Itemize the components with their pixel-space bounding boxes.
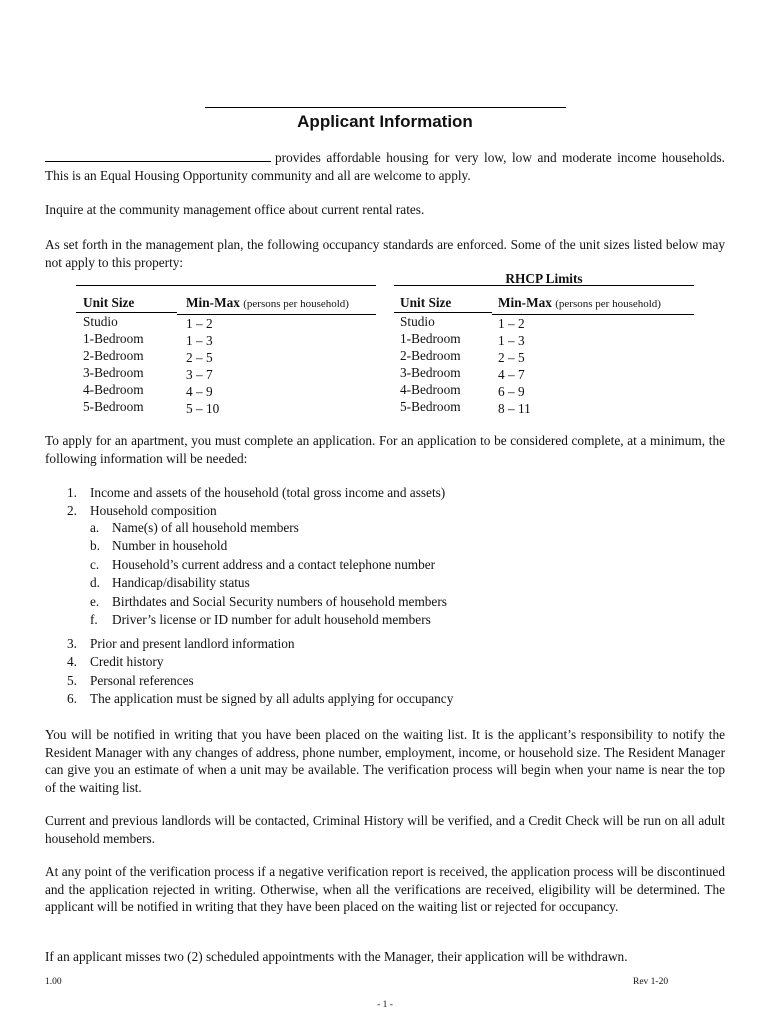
table-cell: 5-Bedroom [83, 399, 144, 415]
requirements-list-part-1 [67, 484, 445, 521]
list-item: e. Birthdates and Social Security numbers of household members [90, 593, 447, 609]
min-max-label: Min-Max [498, 295, 552, 310]
missed-appointments-paragraph: If an applicant misses two (2) scheduled appointments with the Manager, their application will be withdrawn. [45, 949, 628, 964]
min-max-sublabel: (persons per household) [555, 298, 661, 310]
table-cell: Studio [83, 313, 118, 329]
table-cell: Studio [400, 313, 435, 329]
page-number: - 1 - [377, 1000, 393, 1010]
table-cell: 1-Bedroom [83, 330, 144, 346]
table-cell: 3-Bedroom [400, 365, 461, 381]
intro-text: provides affordable housing for very low, low and moderate income households. This is an Equal Housing Opportunity community and all are welcome to apply. [45, 150, 725, 183]
community-name-blank [45, 149, 271, 162]
table-cell: 4 – 7 [498, 367, 525, 383]
table-cell: 1 – 2 [498, 315, 525, 331]
min-max-column [177, 294, 376, 418]
table-cell: 2-Bedroom [83, 347, 144, 363]
form-version: 1.00 [45, 977, 62, 987]
inquire-paragraph: Inquire at the community management office about current rental rates. [45, 202, 425, 217]
table-cell: 1 – 2 [186, 315, 213, 331]
table-cell: 2-Bedroom [400, 347, 461, 363]
unit-size-column [76, 294, 177, 418]
page-title: Applicant Information [297, 112, 473, 131]
table-cell: 1 – 3 [498, 332, 525, 348]
table-cell: 4-Bedroom [400, 382, 461, 398]
rhcp-limits-title: RHCP Limits [505, 271, 583, 286]
min-max-header [177, 294, 376, 315]
list-item: 1. Income and assets of the household (total gross income and assets) [67, 485, 446, 500]
table-cell: 3 – 7 [186, 367, 213, 383]
table-cell: 6 – 9 [498, 384, 525, 400]
list-item: c. Household’s current address and a contact telephone number [90, 556, 436, 572]
list-item: 5. Personal references [67, 672, 194, 688]
min-max-label: Min-Max [186, 295, 240, 310]
list-item: b. Number in household [90, 538, 228, 554]
waiting-list-paragraph: You will be notified in writing that you have been placed on the waiting list. It is the applicant’s responsibility to notify the Resident Manager with any changes of address, phone number, employment, income, or household size. The Resident Manager can give you an estimate of when a unit may be available. The verification process will begin when your name is near the top of the waiting list. [45, 727, 725, 795]
revision-label: Rev 1-20 [633, 977, 669, 987]
verification-paragraph: At any point of the verification process if a negative verification report is received, the application process will be discontinued and the application rejected in writing. Otherwise, when all the verifications are received, eligibility will be determined. The applicant will be notified in writing that they have been placed on the waiting list or rejected for occupancy. [45, 864, 725, 914]
table-top-rule [394, 285, 694, 286]
unit-size-header: Unit Size [394, 294, 492, 313]
table-cell: 4-Bedroom [83, 382, 144, 398]
table-cell: 2 – 5 [186, 349, 213, 365]
table-top-rule [76, 285, 376, 286]
table-cell: 4 – 9 [186, 384, 213, 400]
apply-paragraph: To apply for an apartment, you must complete an application. For an application to be considered complete, at a minimum, the following information will be needed: [45, 433, 725, 466]
table-columns [76, 294, 376, 418]
list-item: a. Name(s) of all household members [90, 520, 299, 535]
table-columns [394, 294, 694, 418]
table-cell: 2 – 5 [498, 349, 525, 365]
unit-size-column [394, 294, 492, 418]
table-cell: 8 – 11 [498, 401, 531, 417]
unit-size-header: Unit Size [76, 294, 177, 313]
standards-paragraph: As set forth in the management plan, the following occupancy standards are enforced. Some of the unit sizes listed below may not apply to this property: [45, 237, 725, 270]
list-item: d. Handicap/disability status [90, 575, 250, 591]
list-item: f. Driver’s license or ID number for adult household members [90, 611, 431, 627]
table-cell: 5 – 10 [186, 401, 220, 417]
list-item: 4. Credit history [67, 654, 164, 670]
list-item: 2. Household composition [67, 503, 217, 519]
list-item: 3. Prior and present landlord information [67, 636, 295, 651]
table-cell: 1 – 3 [186, 332, 213, 348]
requirements-list-part-2 [67, 635, 453, 709]
table-cell: 5-Bedroom [400, 399, 461, 415]
intro-paragraph [45, 149, 725, 184]
min-max-sublabel: (persons per household) [243, 298, 349, 310]
household-composition-sublist [90, 519, 447, 629]
table-cell: 3-Bedroom [83, 365, 144, 381]
property-name-blank-line [205, 107, 566, 108]
table-cell: 1-Bedroom [400, 330, 461, 346]
min-max-header [492, 294, 694, 315]
landlord-check-paragraph: Current and previous landlords will be contacted, Criminal History will be verified, and a Credit Check will be run on all adult household members. [45, 813, 725, 846]
min-max-column [492, 294, 694, 418]
list-item: 6. The application must be signed by all adults applying for occupancy [67, 691, 454, 707]
